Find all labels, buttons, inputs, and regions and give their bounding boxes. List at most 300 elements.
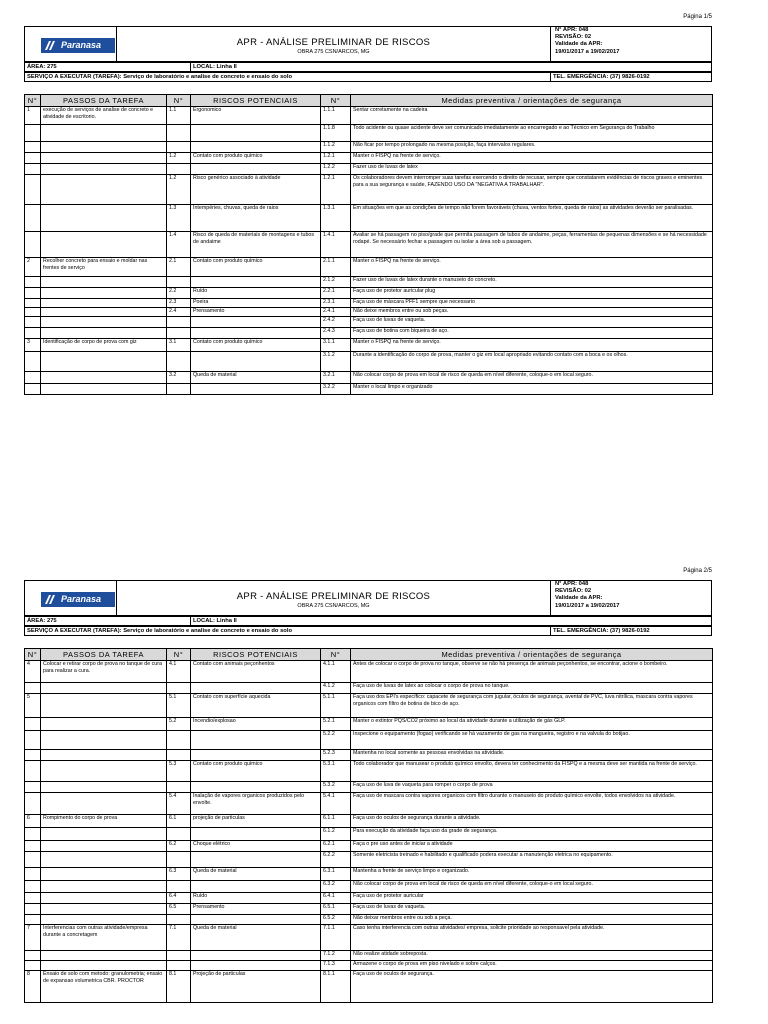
task-step: [41, 852, 167, 868]
logo-text: Paranasa: [61, 40, 102, 50]
table-row: [25, 915, 713, 925]
preventive-measure: Mantenha no local somente as pessoas envolvidas na atividade.: [351, 750, 713, 761]
task-step: [41, 951, 167, 961]
preventive-measure: Todo colaborador que manusear o produto químico envolto, devera ter conhecimento da FISPQ e a mesma deve ser mantida na frente de serviço.: [351, 761, 713, 782]
step-number: [25, 761, 41, 782]
step-number: [25, 841, 41, 852]
measure-number: 2.4.3: [321, 328, 351, 339]
col-header-measure-num: N°: [321, 649, 351, 661]
task-step: Ensaio de solo com metodo: granulometria; ensaio de expansao volumetrica CBR. PROCTOR: [41, 971, 167, 1003]
step-number: [25, 277, 41, 288]
step-number: [25, 175, 41, 205]
preventive-measure: Faça uso de mascara contra vapores organicos com filtro durante o manuseio do produto químico envolte, todos envolvidos na atividade.: [351, 793, 713, 815]
step-number: [25, 718, 41, 731]
potential-risk: [191, 782, 321, 793]
preventive-measure: Em situações em que as condições de tempo não forem favoráveis (chuva, ventos fortes, queda de raios) as atividades deverão ser paralisadas.: [351, 205, 713, 232]
measure-number: 2.4.1: [321, 308, 351, 317]
logo-cell: [25, 27, 117, 61]
step-number: 5: [25, 694, 41, 718]
col-header-task-steps: PASSOS DA TAREFA: [41, 95, 167, 107]
task-step: [41, 352, 167, 372]
task-step: [41, 718, 167, 731]
measure-number: 4.1.1: [321, 661, 351, 683]
company-logo: [41, 592, 115, 607]
col-header-task-steps: PASSOS DA TAREFA: [41, 649, 167, 661]
task-step: Interferencias com outras atividade/empresa durante a concretagem: [41, 925, 167, 951]
potential-risk: Risco de queda de materiais de montagens e tubos de andaime: [191, 232, 321, 258]
risk-number: [167, 951, 191, 961]
potential-risk: [191, 328, 321, 339]
table-row: [25, 951, 713, 961]
risk-number: 3.2: [167, 372, 191, 384]
preventive-measure: Faça uso de oculos de segurança.: [351, 971, 713, 1003]
potential-risk: projeção de particulas: [191, 815, 321, 828]
risk-number: 7.1: [167, 925, 191, 951]
document-subtitle: OBRA 275 CSN/ARCOS, MG: [297, 49, 370, 55]
risk-number: 2.4: [167, 308, 191, 317]
document-header: [24, 26, 712, 62]
preventive-measure: Faça o pre uso antes de iniciar a atividade: [351, 841, 713, 852]
apr-info: [553, 27, 711, 61]
service-row: [24, 626, 712, 636]
table-row: [25, 893, 713, 904]
document-subtitle: OBRA 275 CSN/ARCOS, MG: [297, 603, 370, 609]
potential-risk: Contato com produto químico: [191, 153, 321, 164]
potential-risk: [191, 961, 321, 971]
preventive-measure: Manter o FISPQ na frente de serviço.: [351, 153, 713, 164]
task-step: [41, 793, 167, 815]
risk-number: [167, 317, 191, 328]
risk-number: [167, 277, 191, 288]
potential-risk: [191, 683, 321, 694]
risk-number: 3.1: [167, 339, 191, 352]
preventive-measure: Somente eletricista treinado e habilitado e qualificado podera executar a manutenção eletrica no equipamento.: [351, 852, 713, 868]
measure-number: 6.2.2: [321, 852, 351, 868]
task-step: Recolher concreto para ensaio e moldar nas frentes de serviço: [41, 258, 167, 277]
potential-risk: [191, 317, 321, 328]
measure-number: 1.1.1: [321, 107, 351, 125]
risk-number: [167, 125, 191, 142]
step-number: [25, 232, 41, 258]
service-row: [24, 72, 712, 82]
table-row: [25, 904, 713, 915]
table-row: [25, 352, 713, 372]
preventive-measure: Faça uso de botina com biqueira de aço.: [351, 328, 713, 339]
risk-number: [167, 731, 191, 750]
emergency-phone: TEL. EMERGÊNCIA: (37) 9826-0192: [553, 74, 650, 80]
risk-number: 2.3: [167, 299, 191, 308]
preventive-measure: Durante a identificação do corpo de prova, manter o giz em local apropriado evitando contato com a boca e os olhos.: [351, 352, 713, 372]
step-number: [25, 904, 41, 915]
measure-number: 2.2.1: [321, 288, 351, 299]
risk-number: 6.1: [167, 815, 191, 828]
preventive-measure: Manter o local limpo e organizado: [351, 384, 713, 395]
preventive-measure: Não deixar membros entre ou sob a peça.: [351, 915, 713, 925]
task-step: [41, 125, 167, 142]
preventive-measure: Não realize atidade sobreposta.: [351, 951, 713, 961]
col-header-num: N°: [25, 649, 41, 661]
measure-number: 6.3.1: [321, 868, 351, 881]
step-number: [25, 328, 41, 339]
table-row: [25, 299, 713, 308]
page-number: Página 1/5: [683, 14, 712, 20]
title-cell: [117, 27, 551, 61]
preventive-measure: Os colaboradores devem interromper suas tarefas exercendo o direito de recusar, sempre que constatarem evidências de riscos graves e eminentes para a sua segurança e saúde, FAZENDO USO DA "NEGATIVA A TRABALHAR".: [351, 175, 713, 205]
table-row: [25, 142, 713, 153]
table-row: [25, 175, 713, 205]
table-row: [25, 205, 713, 232]
preventive-measure: Não ficar por tempo prolongado na mesma posição, faça intervalos regulares.: [351, 142, 713, 153]
potential-risk: Queda de material: [191, 868, 321, 881]
step-number: [25, 372, 41, 384]
risk-number: 6.3: [167, 868, 191, 881]
task-step: [41, 841, 167, 852]
paranasa-logo-icon: [44, 40, 57, 51]
task-step: [41, 893, 167, 904]
col-header-num: N°: [25, 95, 41, 107]
risk-number: 1.2: [167, 175, 191, 205]
risk-number: 8.1: [167, 971, 191, 1003]
risk-number: [167, 142, 191, 153]
table-row: [25, 852, 713, 868]
potential-risk: Intempéries, chuvas, queda de raios: [191, 205, 321, 232]
area: ÁREA: 275: [25, 63, 191, 71]
title-cell: [117, 581, 551, 615]
table-row: [25, 731, 713, 750]
risk-number: 2.1: [167, 258, 191, 277]
table-row: [25, 815, 713, 828]
table-row: [25, 125, 713, 142]
table-row: [25, 782, 713, 793]
apr-number: N° APR: 048: [555, 581, 589, 587]
potential-risk: [191, 384, 321, 395]
step-number: 7: [25, 925, 41, 951]
potential-risk: Ruído: [191, 288, 321, 299]
potential-risk: Contato com superfície aquecida: [191, 694, 321, 718]
measure-number: 1.3.1: [321, 205, 351, 232]
col-header-measures: Medidas preventiva / orientações de segurança: [351, 649, 713, 661]
preventive-measure: Fazer uso de luvas de latex durante o manuseio do concreto.: [351, 277, 713, 288]
risk-number: [167, 328, 191, 339]
risk-number: 6.2: [167, 841, 191, 852]
task-step: [41, 232, 167, 258]
table-row: [25, 750, 713, 761]
potential-risk: [191, 750, 321, 761]
potential-risk: [191, 881, 321, 893]
step-number: [25, 384, 41, 395]
col-header-measure-num: N°: [321, 95, 351, 107]
risk-number: 1.4: [167, 232, 191, 258]
potential-risk: Contato com produto químico: [191, 258, 321, 277]
task-step: [41, 828, 167, 841]
step-number: [25, 142, 41, 153]
table-row: [25, 971, 713, 1003]
validity-label: Validade da APR:: [555, 595, 603, 602]
task-step: [41, 288, 167, 299]
potential-risk: [191, 142, 321, 153]
revision: REVISÃO: 02: [555, 34, 592, 41]
measure-number: 6.1.1: [321, 815, 351, 828]
table-row: [25, 718, 713, 731]
preventive-measure: Manter o FISPQ na frente de serviço.: [351, 258, 713, 277]
potential-risk: Contato com produto químico: [191, 761, 321, 782]
measure-number: 5.4.1: [321, 793, 351, 815]
task-step: [41, 205, 167, 232]
measure-number: 1.2.1: [321, 153, 351, 164]
step-number: [25, 782, 41, 793]
table-row: [25, 372, 713, 384]
validity-dates: 19/01/2017 a 19/02/2017: [555, 48, 620, 55]
step-number: [25, 868, 41, 881]
risk-number: [167, 352, 191, 372]
task-step: execução de serviços de analise de concreto e atividade de escritorio.: [41, 107, 167, 125]
preventive-measure: Faça uso de protetor auricular: [351, 893, 713, 904]
risk-number: 5.2: [167, 718, 191, 731]
paranasa-logo-icon: [44, 594, 57, 605]
task-step: [41, 694, 167, 718]
potential-risk: Poeira: [191, 299, 321, 308]
measure-number: 6.5.1: [321, 904, 351, 915]
task-step: [41, 308, 167, 317]
risk-number: 5.1: [167, 694, 191, 718]
task-step: [41, 683, 167, 694]
step-number: [25, 828, 41, 841]
logo-text: Paranasa: [61, 594, 102, 604]
potential-risk: Ergonomico: [191, 107, 321, 125]
company-logo: [41, 38, 115, 53]
potential-risk: [191, 352, 321, 372]
table-row: [25, 107, 713, 125]
measure-number: 6.3.2: [321, 881, 351, 893]
area-local-row: [24, 62, 712, 72]
potential-risk: [191, 277, 321, 288]
table-row: [25, 868, 713, 881]
potential-risk: [191, 164, 321, 175]
risk-number: [167, 683, 191, 694]
step-number: [25, 299, 41, 308]
task-step: [41, 164, 167, 175]
potential-risk: Queda de material: [191, 925, 321, 951]
preventive-measure: Inspecione o equipamento (fogao) verificando se há vazamento de gas na mangueira, registro e na valvula do botijao.: [351, 731, 713, 750]
apr-page-2: [24, 554, 712, 1024]
potential-risk: Contato com animais peçonhentos: [191, 661, 321, 683]
step-number: [25, 731, 41, 750]
measure-number: 1.1.8: [321, 125, 351, 142]
task-step: [41, 153, 167, 164]
preventive-measure: Faça uso de luvas de latex ao colocar o corpo de prova no tanque.: [351, 683, 713, 694]
potential-risk: [191, 828, 321, 841]
measure-number: 5.2.1: [321, 718, 351, 731]
preventive-measure: Faça uso de luvas de vaqueta.: [351, 317, 713, 328]
document-title: APR - ANÁLISE PRELIMINAR DE RISCOS: [236, 591, 431, 602]
measure-number: 1.4.1: [321, 232, 351, 258]
preventive-measure: Faça uso de luvas de vaqueta.: [351, 904, 713, 915]
table-row: [25, 308, 713, 317]
table-row: [25, 288, 713, 299]
document-title: APR - ANÁLISE PRELIMINAR DE RISCOS: [236, 37, 431, 48]
preventive-measure: Fazer uso de luvas de latex: [351, 164, 713, 175]
area-local-row: [24, 616, 712, 626]
measure-number: 2.3.1: [321, 299, 351, 308]
step-number: [25, 683, 41, 694]
service: SERVIÇO A EXECUTAR (TAREFA): Serviço de laboratório e analise de concreto e ensaio do solo: [25, 73, 551, 81]
preventive-measure: Avaliar se há passagem no piso/grade que permita passagem de tubos de andaime, peças, ferramentas de pequenas dimensões e se há necessidade rodapé. Se necessário fechar a passagem ou isolar a área sob a passagem.: [351, 232, 713, 258]
revision: REVISÃO: 02: [555, 588, 592, 595]
risk-number: [167, 852, 191, 868]
measure-number: 3.2.2: [321, 384, 351, 395]
preventive-measure: Não deixe membros entre ou sob peças.: [351, 308, 713, 317]
emergency-phone: TEL. EMERGÊNCIA: (37) 9826-0192: [553, 628, 650, 634]
document-header: [24, 580, 712, 616]
potential-risk: [191, 731, 321, 750]
measure-number: 5.2.2: [321, 731, 351, 750]
validity-label: Validade da APR:: [555, 41, 603, 48]
step-number: [25, 164, 41, 175]
table-row: [25, 761, 713, 782]
task-step: [41, 328, 167, 339]
task-step: [41, 904, 167, 915]
measure-number: 6.1.2: [321, 828, 351, 841]
step-number: [25, 915, 41, 925]
risk-table: [24, 94, 713, 395]
measure-number: 7.1.3: [321, 961, 351, 971]
task-step: [41, 299, 167, 308]
risk-number: [167, 915, 191, 925]
col-header-risk-num: N°: [167, 649, 191, 661]
potential-risk: Prensamento: [191, 904, 321, 915]
service: SERVIÇO A EXECUTAR (TAREFA): Serviço de laboratório e analise de concreto e ensaio do solo: [25, 627, 551, 635]
table-row: [25, 881, 713, 893]
task-step: [41, 384, 167, 395]
task-step: [41, 142, 167, 153]
table-header: [25, 95, 713, 107]
col-header-risks: RISCOS POTENCIAIS: [191, 95, 321, 107]
measure-number: 5.3.2: [321, 782, 351, 793]
task-step: [41, 761, 167, 782]
measure-number: 5.1.1: [321, 694, 351, 718]
potential-risk: Contato com produto químico: [191, 339, 321, 352]
task-step: [41, 961, 167, 971]
step-number: [25, 125, 41, 142]
measure-number: 3.1.1: [321, 339, 351, 352]
preventive-measure: Faça uso de luva de vaqueta para romper o corpo de prova: [351, 782, 713, 793]
table-row: [25, 277, 713, 288]
measure-number: 5.2.3: [321, 750, 351, 761]
risk-number: 2.2: [167, 288, 191, 299]
measure-number: 2.1.1: [321, 258, 351, 277]
preventive-measure: Todo acidente ou quase acidente deve ser comunicado imediatamente ao encarregado e ao Técnico em Segurança do Trabalho: [351, 125, 713, 142]
table-row: [25, 841, 713, 852]
risk-number: [167, 828, 191, 841]
area: ÁREA: 275: [25, 617, 191, 625]
table-row: [25, 153, 713, 164]
potential-risk: [191, 915, 321, 925]
task-step: [41, 782, 167, 793]
step-number: 6: [25, 815, 41, 828]
task-step: [41, 731, 167, 750]
table-row: [25, 258, 713, 277]
apr-page-1: [24, 0, 712, 420]
preventive-measure: Armazene o corpo de prova em piso nivelado e sobre calços.: [351, 961, 713, 971]
col-header-risk-num: N°: [167, 95, 191, 107]
measure-number: 8.1.1: [321, 971, 351, 1003]
step-number: 1: [25, 107, 41, 125]
preventive-measure: Faça uso do oculos de segurança durante a atividade.: [351, 815, 713, 828]
preventive-measure: Não colocar corpo de prova em local de risco de queda em nível diferente, coloque-o em local seguro.: [351, 881, 713, 893]
step-number: 8: [25, 971, 41, 1003]
potential-risk: Projeção de particulas: [191, 971, 321, 1003]
step-number: [25, 893, 41, 904]
risk-number: 5.4: [167, 793, 191, 815]
task-step: [41, 317, 167, 328]
task-step: [41, 750, 167, 761]
measure-number: 1.2.1: [321, 175, 351, 205]
potential-risk: [191, 951, 321, 961]
potential-risk: [191, 125, 321, 142]
risk-number: 6.4: [167, 893, 191, 904]
logo-cell: [25, 581, 117, 615]
table-row: [25, 661, 713, 683]
table-row: [25, 328, 713, 339]
measure-number: 2.4.2: [321, 317, 351, 328]
risk-number: 1.1: [167, 107, 191, 125]
step-number: 2: [25, 258, 41, 277]
task-step: [41, 372, 167, 384]
table-row: [25, 925, 713, 951]
task-step: [41, 277, 167, 288]
risk-number: 5.3: [167, 761, 191, 782]
step-number: [25, 852, 41, 868]
step-number: 4: [25, 661, 41, 683]
measure-number: 7.1.1: [321, 925, 351, 951]
preventive-measure: Manter o FISPQ na frente de serviço.: [351, 339, 713, 352]
risk-number: [167, 881, 191, 893]
measure-number: 7.1.2: [321, 951, 351, 961]
task-step: Rompimento do corpo de prova: [41, 815, 167, 828]
page-number: Página 2/5: [683, 568, 712, 574]
risk-number: 1.2: [167, 153, 191, 164]
potential-risk: Incendio/explosao: [191, 718, 321, 731]
table-row: [25, 694, 713, 718]
step-number: [25, 881, 41, 893]
step-number: [25, 205, 41, 232]
potential-risk: Choque elétrico: [191, 841, 321, 852]
col-header-measures: Medidas preventiva / orientações de segurança: [351, 95, 713, 107]
step-number: [25, 288, 41, 299]
step-number: 3: [25, 339, 41, 352]
measure-number: 2.1.2: [321, 277, 351, 288]
task-step: [41, 868, 167, 881]
measure-number: 1.2.2: [321, 164, 351, 175]
risk-number: [167, 782, 191, 793]
apr-number: N° APR: 048: [555, 27, 589, 33]
potential-risk: Queda de material: [191, 372, 321, 384]
table-row: [25, 793, 713, 815]
table-row: [25, 961, 713, 971]
preventive-measure: Faça uso de protetor auricular plug: [351, 288, 713, 299]
risk-table: [24, 648, 713, 1003]
task-step: Identificação de corpo de prova com giz: [41, 339, 167, 352]
preventive-measure: Para execução da atividade faça uso da grade de segurança.: [351, 828, 713, 841]
potential-risk: Risco genérico associado à atividade: [191, 175, 321, 205]
step-number: [25, 961, 41, 971]
table-row: [25, 232, 713, 258]
local: LOCAL: Linha II: [193, 64, 237, 70]
measure-number: 3.2.1: [321, 372, 351, 384]
col-header-risks: RISCOS POTENCIAIS: [191, 649, 321, 661]
risk-number: 6.5: [167, 904, 191, 915]
risk-number: 4.1: [167, 661, 191, 683]
